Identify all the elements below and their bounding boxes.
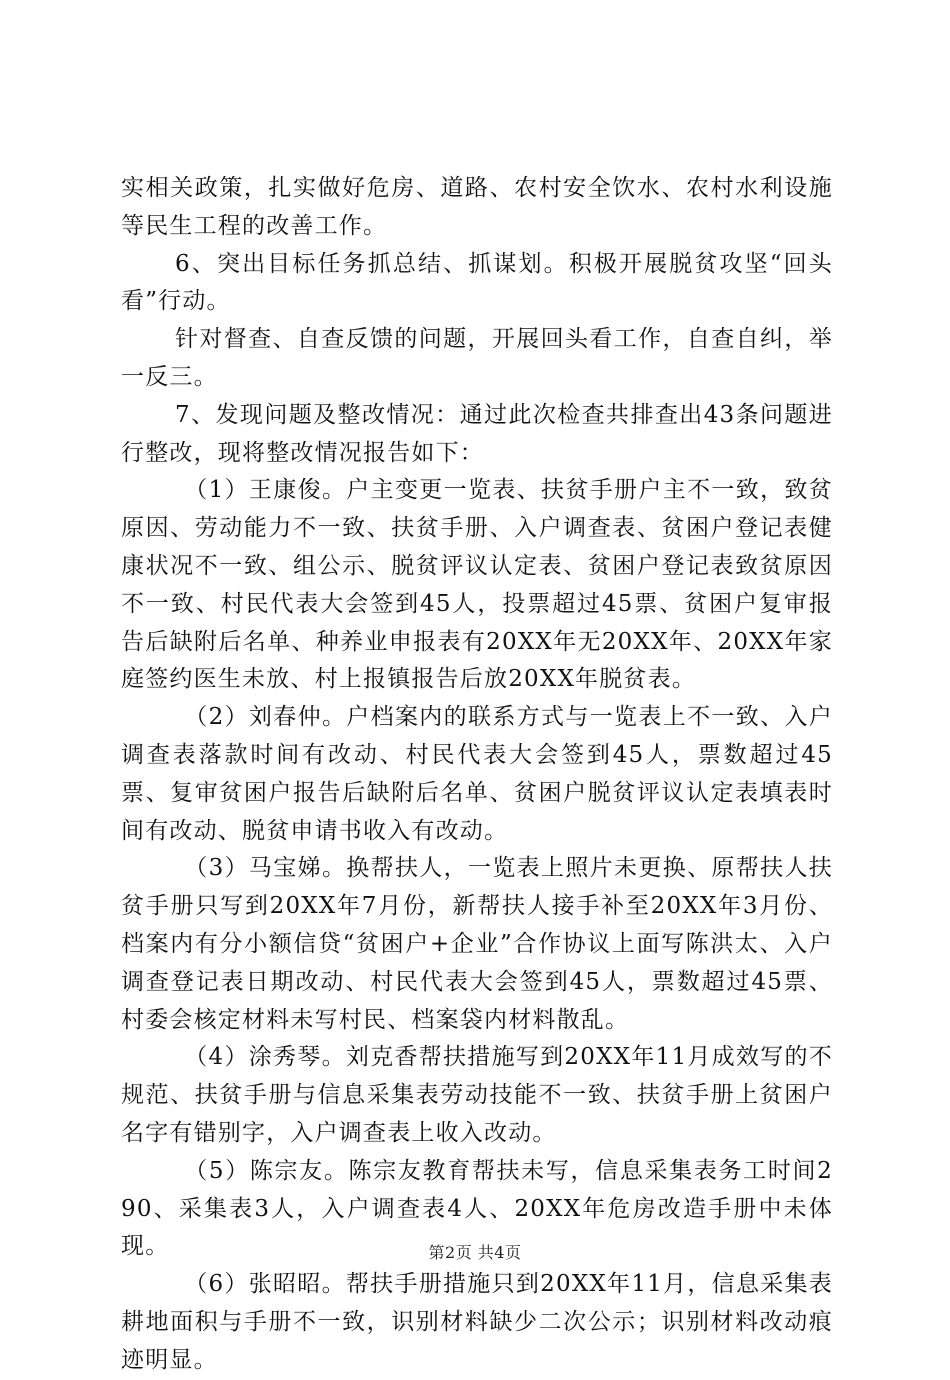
document-body (121, 170, 833, 1380)
paragraph-item-6: 6、突出目标任务抓总结、抓谋划。积极开展脱贫攻坚“回头看”行动。 (121, 250, 833, 315)
paragraph-case-2: （2）刘春仲。户档案内的联系方式与一览表上不一致、入户调查表落款时间有改动、村民代表大会签到45人，票数超过45票、复审贫困户报告后缺附后名单、贫困户脱贫评议认定表填表时间有改动、脱贫申请书收入有改动。 (121, 704, 833, 844)
paragraph-item-7: 7、发现问题及整改情况：通过此次检查共排查出43条问题进行整改，现将整改情况报告如下： (121, 401, 833, 466)
paragraph-case-4: （4）涂秀琴。刘克香帮扶措施写到20XX年11月成效写的不规范、扶贫手册与信息采集表劳动技能不一致、扶贫手册上贫困户名字有错别字，入户调查表上收入改动。 (121, 1044, 833, 1146)
paragraph-case-1: （1）王康俊。户主变更一览表、扶贫手册户主不一致，致贫原因、劳动能力不一致、扶贫手册、入户调查表、贫困户登记表健康状况不一致、组公示、脱贫评议认定表、贫困户登记表致贫原因不一致、村民代表大会签到45人，投票超过45票、贫困户复审报告后缺附后名单、种养业申报表有20XX年无20XX年、20XX年家庭签约医生未放、村上报镇报告后放20XX年脱贫表。 (121, 477, 833, 693)
paragraph-review: 针对督查、自查反馈的问题，开展回头看工作，自查自纠，举一反三。 (121, 326, 833, 390)
paragraph-case-6: （6）张昭昭。帮扶手册措施只到20XX年11月，信息采集表耕地面积与手册不一致，识别材料缺少二次公示；识别材料改动痕迹明显。 (121, 1271, 833, 1373)
paragraph-case-5: （5）陈宗友。陈宗友教育帮扶未写，信息采集表务工时间290、采集表3人，入户调查表4人、20XX年危房改造手册中未体现。 (121, 1157, 833, 1260)
paragraph-continuation: 实相关政策，扎实做好危房、道路、农村安全饮水、农村水利设施等民生工程的改善工作。 (121, 175, 833, 239)
paragraph-case-3: （3）马宝娣。换帮扶人，一览表上照片未更换、原帮扶人扶贫手册只写到20XX年7月份，新帮扶人接手补至20XX年3月份、档案内有分小额信贷“贫困户+企业”合作协议上面写陈洪太、入户调查登记表日期改动、村民代表大会签到45人，票数超过45票、村委会核定材料未写村民、档案袋内材料散乱。 (121, 855, 833, 1033)
page-footer: 第2页 共4页 (428, 1243, 522, 1262)
